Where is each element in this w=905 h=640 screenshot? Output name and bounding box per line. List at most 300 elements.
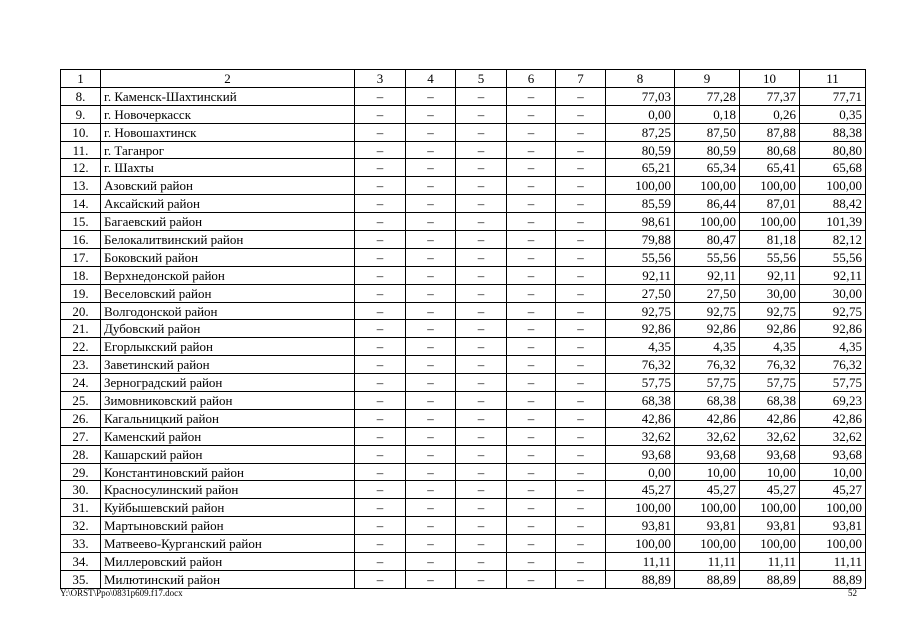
value-cell: 11,11 [606, 553, 675, 571]
dash-cell: – [355, 481, 406, 499]
value-cell: 4,35 [800, 338, 866, 356]
value-cell: 45,27 [740, 481, 800, 499]
dash-cell: – [456, 213, 507, 231]
dash-cell: – [556, 553, 606, 571]
district-name-cell: Куйбышевский район [101, 499, 355, 517]
table-row [61, 356, 866, 374]
row-number-cell: 27. [61, 427, 101, 445]
value-cell: 10,00 [740, 463, 800, 481]
dash-cell: – [406, 463, 456, 481]
dash-cell: – [355, 553, 406, 571]
dash-cell: – [355, 195, 406, 213]
dash-cell: – [406, 87, 456, 105]
value-cell: 88,89 [740, 570, 800, 588]
value-cell: 0,18 [675, 105, 740, 123]
value-cell: 92,86 [606, 320, 675, 338]
dash-cell: – [355, 231, 406, 249]
district-name-cell: Миллеровский район [101, 553, 355, 571]
value-cell: 100,00 [800, 177, 866, 195]
row-number-cell: 30. [61, 481, 101, 499]
table-row [61, 374, 866, 392]
table-row [61, 499, 866, 517]
value-cell: 76,32 [740, 356, 800, 374]
dash-cell: – [355, 284, 406, 302]
dash-cell: – [406, 320, 456, 338]
value-cell: 32,62 [675, 427, 740, 445]
table-row [61, 123, 866, 141]
value-cell: 55,56 [740, 248, 800, 266]
dash-cell: – [456, 392, 507, 410]
value-cell: 45,27 [800, 481, 866, 499]
district-name-cell: Веселовский район [101, 284, 355, 302]
value-cell: 42,86 [800, 409, 866, 427]
dash-cell: – [406, 284, 456, 302]
dash-cell: – [406, 105, 456, 123]
dash-cell: – [355, 392, 406, 410]
dash-cell: – [355, 427, 406, 445]
table-row [61, 213, 866, 231]
dash-cell: – [507, 195, 556, 213]
dash-cell: – [355, 320, 406, 338]
dash-cell: – [507, 123, 556, 141]
value-cell: 10,00 [675, 463, 740, 481]
value-cell: 45,27 [675, 481, 740, 499]
district-name-cell: г. Каменск-Шахтинский [101, 87, 355, 105]
value-cell: 32,62 [800, 427, 866, 445]
column-number-header: 2 [101, 70, 355, 88]
row-number-cell: 21. [61, 320, 101, 338]
table-row [61, 105, 866, 123]
value-cell: 30,00 [800, 284, 866, 302]
dash-cell: – [556, 409, 606, 427]
value-cell: 93,68 [675, 445, 740, 463]
district-name-cell: Зерноградский район [101, 374, 355, 392]
dash-cell: – [507, 231, 556, 249]
dash-cell: – [507, 445, 556, 463]
value-cell: 100,00 [675, 177, 740, 195]
table-row [61, 463, 866, 481]
dash-cell: – [556, 141, 606, 159]
value-cell: 92,11 [675, 266, 740, 284]
dash-cell: – [406, 266, 456, 284]
value-cell: 92,75 [800, 302, 866, 320]
row-number-cell: 33. [61, 535, 101, 553]
district-name-cell: Каменский район [101, 427, 355, 445]
table-row [61, 570, 866, 588]
dash-cell: – [456, 320, 507, 338]
dash-cell: – [406, 392, 456, 410]
dash-cell: – [456, 302, 507, 320]
dash-cell: – [355, 409, 406, 427]
value-cell: 92,75 [675, 302, 740, 320]
dash-cell: – [556, 463, 606, 481]
value-cell: 88,89 [800, 570, 866, 588]
dash-cell: – [507, 463, 556, 481]
value-cell: 79,88 [606, 231, 675, 249]
table-row [61, 517, 866, 535]
dash-cell: – [556, 302, 606, 320]
value-cell: 92,86 [675, 320, 740, 338]
value-cell: 80,68 [740, 141, 800, 159]
dash-cell: – [355, 123, 406, 141]
dash-cell: – [507, 570, 556, 588]
district-name-cell: Кагальницкий район [101, 409, 355, 427]
value-cell: 92,86 [800, 320, 866, 338]
value-cell: 88,89 [606, 570, 675, 588]
district-name-cell: Матвеево-Курганский район [101, 535, 355, 553]
table-row [61, 266, 866, 284]
dash-cell: – [456, 517, 507, 535]
row-number-cell: 11. [61, 141, 101, 159]
dash-cell: – [556, 427, 606, 445]
column-number-header: 5 [456, 70, 507, 88]
dash-cell: – [456, 159, 507, 177]
value-cell: 76,32 [606, 356, 675, 374]
row-number-cell: 15. [61, 213, 101, 231]
dash-cell: – [456, 266, 507, 284]
value-cell: 4,35 [606, 338, 675, 356]
district-name-cell: Верхнедонской район [101, 266, 355, 284]
value-cell: 77,28 [675, 87, 740, 105]
dash-cell: – [556, 570, 606, 588]
value-cell: 30,00 [740, 284, 800, 302]
value-cell: 10,00 [800, 463, 866, 481]
table-row [61, 481, 866, 499]
dash-cell: – [507, 302, 556, 320]
value-cell: 42,86 [675, 409, 740, 427]
dash-cell: – [556, 231, 606, 249]
value-cell: 87,01 [740, 195, 800, 213]
row-number-cell: 17. [61, 248, 101, 266]
table-row [61, 87, 866, 105]
value-cell: 86,44 [675, 195, 740, 213]
dash-cell: – [355, 177, 406, 195]
dash-cell: – [456, 248, 507, 266]
table-row [61, 445, 866, 463]
value-cell: 80,47 [675, 231, 740, 249]
column-number-header: 7 [556, 70, 606, 88]
value-cell: 80,59 [675, 141, 740, 159]
dash-cell: – [406, 302, 456, 320]
dash-cell: – [355, 266, 406, 284]
value-cell: 77,71 [800, 87, 866, 105]
value-cell: 0,35 [800, 105, 866, 123]
dash-cell: – [406, 123, 456, 141]
value-cell: 92,75 [740, 302, 800, 320]
dash-cell: – [355, 302, 406, 320]
value-cell: 55,56 [675, 248, 740, 266]
value-cell: 4,35 [740, 338, 800, 356]
dash-cell: – [406, 141, 456, 159]
dash-cell: – [507, 409, 556, 427]
dash-cell: – [406, 195, 456, 213]
value-cell: 87,25 [606, 123, 675, 141]
value-cell: 68,38 [740, 392, 800, 410]
dash-cell: – [507, 356, 556, 374]
column-number-header: 1 [61, 70, 101, 88]
dash-cell: – [556, 213, 606, 231]
value-cell: 92,11 [606, 266, 675, 284]
district-name-cell: Милютинский район [101, 570, 355, 588]
dash-cell: – [456, 481, 507, 499]
value-cell: 55,56 [606, 248, 675, 266]
dash-cell: – [456, 409, 507, 427]
dash-cell: – [355, 535, 406, 553]
dash-cell: – [355, 499, 406, 517]
value-cell: 27,50 [606, 284, 675, 302]
dash-cell: – [406, 231, 456, 249]
value-cell: 65,34 [675, 159, 740, 177]
value-cell: 57,75 [606, 374, 675, 392]
value-cell: 4,35 [675, 338, 740, 356]
district-name-cell: Кашарский район [101, 445, 355, 463]
dash-cell: – [355, 517, 406, 535]
district-name-cell: г. Новочеркасск [101, 105, 355, 123]
dash-cell: – [556, 338, 606, 356]
row-number-cell: 29. [61, 463, 101, 481]
dash-cell: – [507, 248, 556, 266]
dash-cell: – [406, 427, 456, 445]
row-number-cell: 31. [61, 499, 101, 517]
value-cell: 45,27 [606, 481, 675, 499]
dash-cell: – [406, 535, 456, 553]
dash-cell: – [406, 553, 456, 571]
row-number-cell: 25. [61, 392, 101, 410]
dash-cell: – [355, 159, 406, 177]
value-cell: 11,11 [800, 553, 866, 571]
dash-cell: – [456, 105, 507, 123]
dash-cell: – [507, 266, 556, 284]
dash-cell: – [507, 499, 556, 517]
column-number-header: 11 [800, 70, 866, 88]
value-cell: 82,12 [800, 231, 866, 249]
dash-cell: – [507, 213, 556, 231]
value-cell: 32,62 [606, 427, 675, 445]
header-row [61, 70, 866, 88]
value-cell: 100,00 [675, 499, 740, 517]
dash-cell: – [556, 535, 606, 553]
row-number-cell: 32. [61, 517, 101, 535]
dash-cell: – [355, 105, 406, 123]
dash-cell: – [456, 553, 507, 571]
dash-cell: – [406, 248, 456, 266]
dash-cell: – [355, 570, 406, 588]
dash-cell: – [406, 356, 456, 374]
value-cell: 93,68 [606, 445, 675, 463]
dash-cell: – [556, 177, 606, 195]
dash-cell: – [456, 570, 507, 588]
dash-cell: – [406, 159, 456, 177]
column-number-header: 3 [355, 70, 406, 88]
value-cell: 93,68 [800, 445, 866, 463]
row-number-cell: 34. [61, 553, 101, 571]
value-cell: 77,03 [606, 87, 675, 105]
dash-cell: – [556, 159, 606, 177]
district-name-cell: Егорлыкский район [101, 338, 355, 356]
row-number-cell: 10. [61, 123, 101, 141]
dash-cell: – [507, 141, 556, 159]
row-number-cell: 23. [61, 356, 101, 374]
dash-cell: – [355, 445, 406, 463]
value-cell: 93,81 [800, 517, 866, 535]
table-row [61, 231, 866, 249]
table-row [61, 320, 866, 338]
footer-page-number: 52 [848, 588, 857, 598]
value-cell: 100,00 [675, 213, 740, 231]
dash-cell: – [507, 535, 556, 553]
dash-cell: – [406, 177, 456, 195]
dash-cell: – [456, 463, 507, 481]
value-cell: 80,59 [606, 141, 675, 159]
dash-cell: – [507, 320, 556, 338]
dash-cell: – [406, 499, 456, 517]
value-cell: 87,88 [740, 123, 800, 141]
district-name-cell: Красносулинский район [101, 481, 355, 499]
dash-cell: – [456, 535, 507, 553]
row-number-cell: 8. [61, 87, 101, 105]
value-cell: 101,39 [800, 213, 866, 231]
dash-cell: – [406, 570, 456, 588]
row-number-cell: 19. [61, 284, 101, 302]
dash-cell: – [355, 213, 406, 231]
table-row [61, 302, 866, 320]
table-row [61, 338, 866, 356]
row-number-cell: 14. [61, 195, 101, 213]
value-cell: 93,68 [740, 445, 800, 463]
dash-cell: – [507, 517, 556, 535]
value-cell: 100,00 [740, 177, 800, 195]
value-cell: 68,38 [606, 392, 675, 410]
value-cell: 32,62 [740, 427, 800, 445]
district-name-cell: Дубовский район [101, 320, 355, 338]
table-row [61, 248, 866, 266]
value-cell: 76,32 [800, 356, 866, 374]
dash-cell: – [556, 284, 606, 302]
value-cell: 42,86 [740, 409, 800, 427]
value-cell: 92,75 [606, 302, 675, 320]
dash-cell: – [556, 123, 606, 141]
dash-cell: – [556, 499, 606, 517]
dash-cell: – [355, 356, 406, 374]
dash-cell: – [406, 338, 456, 356]
dash-cell: – [456, 284, 507, 302]
dash-cell: – [556, 374, 606, 392]
table-row [61, 553, 866, 571]
table-row [61, 284, 866, 302]
value-cell: 92,11 [800, 266, 866, 284]
dash-cell: – [406, 409, 456, 427]
dash-cell: – [556, 266, 606, 284]
dash-cell: – [556, 517, 606, 535]
value-cell: 55,56 [800, 248, 866, 266]
value-cell: 80,80 [800, 141, 866, 159]
district-name-cell: Волгодонской район [101, 302, 355, 320]
dash-cell: – [507, 338, 556, 356]
value-cell: 100,00 [606, 499, 675, 517]
value-cell: 57,75 [740, 374, 800, 392]
value-cell: 100,00 [800, 535, 866, 553]
dash-cell: – [456, 231, 507, 249]
column-number-header: 9 [675, 70, 740, 88]
row-number-cell: 28. [61, 445, 101, 463]
dash-cell: – [556, 445, 606, 463]
table-row [61, 409, 866, 427]
row-number-cell: 12. [61, 159, 101, 177]
row-number-cell: 35. [61, 570, 101, 588]
dash-cell: – [507, 374, 556, 392]
table-row [61, 141, 866, 159]
value-cell: 92,11 [740, 266, 800, 284]
table-row [61, 177, 866, 195]
row-number-cell: 16. [61, 231, 101, 249]
value-cell: 0,00 [606, 105, 675, 123]
district-name-cell: Боковский район [101, 248, 355, 266]
district-name-cell: г. Таганрог [101, 141, 355, 159]
row-number-cell: 20. [61, 302, 101, 320]
dash-cell: – [556, 392, 606, 410]
dash-cell: – [456, 338, 507, 356]
dash-cell: – [507, 284, 556, 302]
value-cell: 69,23 [800, 392, 866, 410]
row-number-cell: 22. [61, 338, 101, 356]
value-cell: 93,81 [740, 517, 800, 535]
table-row [61, 535, 866, 553]
value-cell: 57,75 [800, 374, 866, 392]
value-cell: 93,81 [606, 517, 675, 535]
dash-cell: – [556, 105, 606, 123]
dash-cell: – [406, 374, 456, 392]
row-number-cell: 13. [61, 177, 101, 195]
district-name-cell: Аксайский район [101, 195, 355, 213]
dash-cell: – [507, 427, 556, 445]
table-row [61, 195, 866, 213]
value-cell: 11,11 [675, 553, 740, 571]
value-cell: 0,00 [606, 463, 675, 481]
dash-cell: – [507, 177, 556, 195]
table-row [61, 159, 866, 177]
value-cell: 100,00 [606, 177, 675, 195]
row-number-cell: 24. [61, 374, 101, 392]
dash-cell: – [507, 392, 556, 410]
value-cell: 88,38 [800, 123, 866, 141]
value-cell: 65,41 [740, 159, 800, 177]
value-cell: 87,50 [675, 123, 740, 141]
dash-cell: – [456, 123, 507, 141]
dash-cell: – [406, 445, 456, 463]
column-number-header: 6 [507, 70, 556, 88]
dash-cell: – [456, 445, 507, 463]
value-cell: 100,00 [800, 499, 866, 517]
dash-cell: – [456, 356, 507, 374]
dash-cell: – [556, 356, 606, 374]
value-cell: 85,59 [606, 195, 675, 213]
column-number-header: 4 [406, 70, 456, 88]
value-cell: 100,00 [740, 499, 800, 517]
value-cell: 27,50 [675, 284, 740, 302]
value-cell: 11,11 [740, 553, 800, 571]
district-name-cell: Азовский район [101, 177, 355, 195]
value-cell: 68,38 [675, 392, 740, 410]
value-cell: 65,68 [800, 159, 866, 177]
dash-cell: – [556, 87, 606, 105]
dash-cell: – [456, 427, 507, 445]
district-name-cell: Багаевский район [101, 213, 355, 231]
dash-cell: – [355, 141, 406, 159]
value-cell: 88,42 [800, 195, 866, 213]
dash-cell: – [556, 248, 606, 266]
dash-cell: – [556, 320, 606, 338]
district-name-cell: Константиновский район [101, 463, 355, 481]
